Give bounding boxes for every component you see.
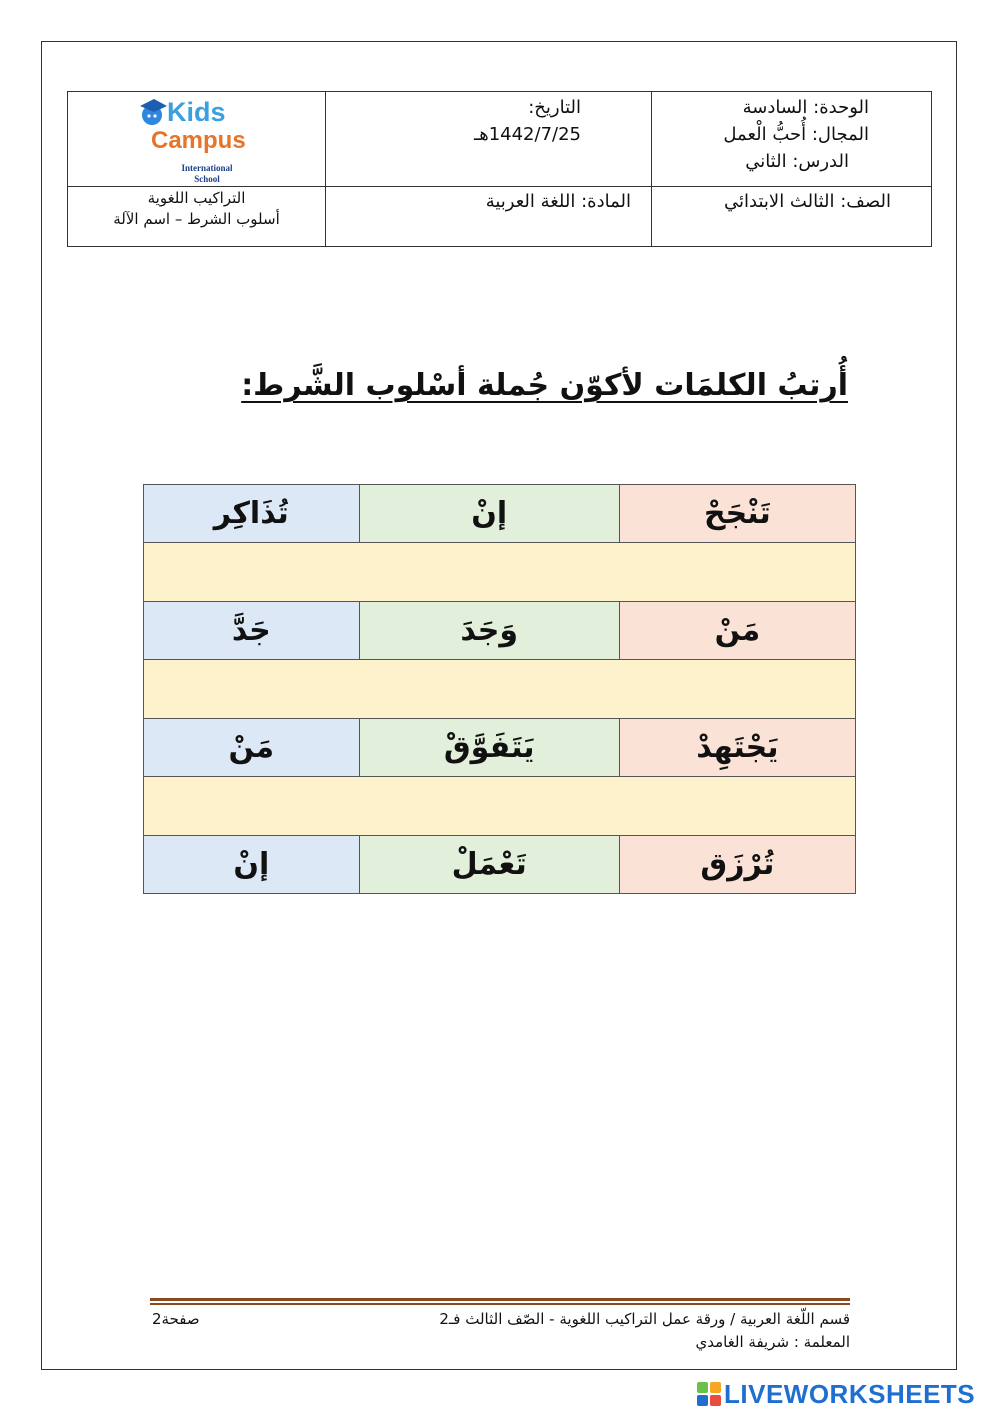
answer-row (144, 777, 856, 836)
grade-cell (652, 187, 932, 247)
word-card[interactable]: وَجَدَ (359, 602, 619, 660)
answer-field[interactable] (144, 660, 856, 719)
answer-row (144, 660, 856, 719)
liveworksheets-brand[interactable] (697, 1379, 975, 1409)
footer-page-number: صفحة2 (152, 1310, 200, 1328)
word-card[interactable]: تُذَاكِر (144, 485, 360, 543)
answer-field[interactable] (144, 543, 856, 602)
unit-line: الوحدة: السادسة (742, 97, 869, 118)
liveworksheets-logo-icon (697, 1382, 721, 1406)
word-row (144, 719, 856, 777)
grade-line: الصف: الثالث الابتدائي (724, 191, 891, 212)
word-card[interactable]: تَنْجَحْ (619, 485, 855, 543)
word-card[interactable]: جَدَّ (144, 602, 360, 660)
word-card[interactable]: تَعْمَلْ (359, 836, 619, 894)
date-cell (326, 92, 652, 187)
word-card[interactable]: إنْ (144, 836, 360, 894)
topic-cell (68, 187, 326, 247)
date-value: 1442/7/25هـ (473, 124, 581, 145)
topic-line-2: أسلوب الشرط – اسم الآلة (113, 210, 280, 228)
lesson-line: الدرس: الثاني (745, 151, 849, 172)
words-table (143, 484, 856, 894)
word-row (144, 485, 856, 543)
word-card[interactable]: مَنْ (144, 719, 360, 777)
word-row (144, 602, 856, 660)
subject-line: المادة: اللغة العربية (485, 191, 631, 212)
word-card[interactable]: يَجْتَهِدْ (619, 719, 855, 777)
exercise-title: أُرتبُ الكلمَات لأكوّن جُملة أسْلوب الشَّرط: (241, 368, 848, 403)
answer-field[interactable] (144, 777, 856, 836)
subject-cell (326, 187, 652, 247)
logo-word-campus: Campus (151, 127, 246, 154)
date-label: التاريخ: (528, 97, 581, 118)
logo-sub-international: International (181, 163, 233, 173)
topic-line-1: التراكيب اللغوية (147, 189, 246, 207)
word-card[interactable]: مَنْ (619, 602, 855, 660)
footer-teacher: المعلمة : شريفة الغامدي (695, 1333, 850, 1351)
answer-row (144, 543, 856, 602)
word-card[interactable]: إنْ (359, 485, 619, 543)
word-card[interactable]: تُرْزَق (619, 836, 855, 894)
word-row (144, 836, 856, 894)
word-card[interactable]: يَتَفَوَّقْ (359, 719, 619, 777)
domain-line: المجال: أُحبُّ الْعمل (723, 124, 869, 145)
logo-word-kids: Kids (167, 97, 226, 127)
liveworksheets-text: LIVEWORKSHEETS (724, 1378, 976, 1409)
footer-rule-thin (150, 1303, 850, 1305)
footer-rule (150, 1298, 850, 1301)
logo-sub-school: School (194, 174, 220, 184)
unit-cell (652, 92, 932, 187)
school-logo (137, 97, 247, 187)
footer-department: قسم اللّغة العربية / ورقة عمل التراكيب اللغوية - الصّف الثالث فـ2 (439, 1310, 850, 1328)
